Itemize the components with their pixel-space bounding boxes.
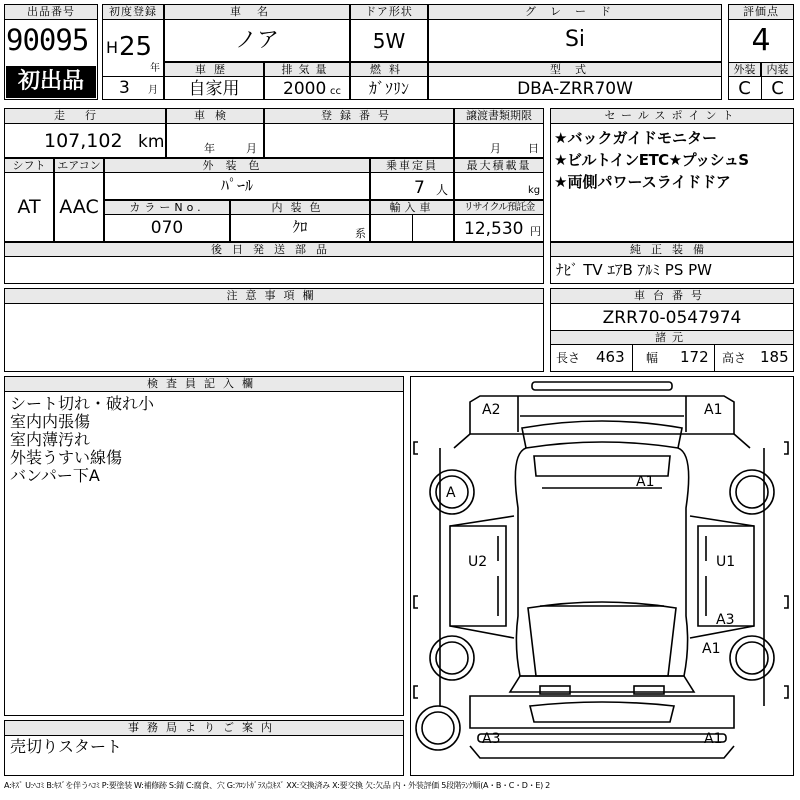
inspection-year-unit: 年 [204, 142, 215, 155]
damage-roof: A1 [636, 474, 655, 490]
first-reg-month: 3 [119, 78, 130, 98]
int-color-unit: 系 [355, 227, 366, 240]
first-reg-era: H [106, 38, 119, 57]
recycle: 12,530 [464, 219, 524, 239]
chassis-label: 車台番号 [550, 288, 794, 304]
score: 4 [751, 23, 771, 58]
door-label: ドア形状 [350, 4, 428, 20]
recycle-label: リサイクル預託金 [454, 200, 544, 215]
damage-right-front-fender: A1 [702, 641, 721, 657]
fuel: ｶﾞｿﾘﾝ [368, 79, 409, 98]
int-grade-label: 内装 [761, 62, 794, 77]
car-diagram [410, 376, 794, 776]
ext-color-label: 外装色 [104, 158, 370, 173]
ac-label: エアコン [54, 158, 104, 173]
import-label: 輸入車 [370, 200, 454, 215]
damage-rear-left: A2 [482, 402, 501, 418]
inspection-label: 車検 [166, 108, 264, 124]
ac: AAC [59, 196, 99, 218]
first-listing-badge: 初出品 [6, 66, 96, 98]
legend: A:ｷｽﾞ U:ﾍｺﾐ B:ｷｽﾞを伴うﾍｺﾐ P:要塗装 W:補修跡 S:錆 C:腐食、穴 G:ﾌﾛﾝﾄｶﾞﾗｽ点ｷｽﾞ XX:交換済み X:要交換 欠:欠品 内・外装評価 5段階ﾗﾝｸ順(A・B・C・D・E) 2 [4, 781, 550, 790]
car-name: ノア [234, 28, 279, 53]
office-label: 事務局よりご案内 [4, 720, 404, 736]
damage-rear-right: A1 [704, 402, 723, 418]
damage-left-side: U2 [468, 554, 488, 570]
ext-grade: C [738, 78, 751, 99]
fuel-label: 燃料 [350, 62, 428, 77]
equipment: ﾅﾋﾞ TV ｴｱB ｱﾙﾐ PS PW [556, 261, 712, 279]
model: DBA-ZRR70W [517, 79, 633, 99]
history-label: 車歴 [164, 62, 264, 77]
displacement-unit: cc [330, 86, 341, 97]
lot-number: 90095 [6, 23, 89, 57]
inspector-line-2: 室内内張傷 [10, 412, 91, 431]
first-reg-year: 25 [119, 32, 153, 62]
inspection-month-unit: 月 [246, 142, 257, 155]
inspector-line-4: 外装うすい線傷 [10, 448, 123, 467]
grade: Si [564, 27, 586, 52]
height: 185 [760, 348, 789, 366]
length-label: 長さ [556, 351, 581, 365]
inspector-line-5: バンパー下A [10, 466, 100, 485]
first-reg-year-unit: 年 [150, 63, 160, 74]
sales-point-3: ★両側パワースライドドア [554, 173, 731, 191]
car-name-label: 車名 [164, 4, 350, 20]
ext-grade-label: 外装 [728, 62, 761, 77]
later-parts-label: 後日発送部品 [4, 242, 544, 257]
office-text: 売切りスタート [10, 737, 123, 756]
load-label: 最大積載量 [454, 158, 544, 173]
mileage-unit: km [138, 132, 165, 152]
height-label: 高さ [722, 351, 747, 365]
history: 自家用 [188, 79, 240, 99]
shift-label: シフト [4, 158, 54, 173]
transfer-day-unit: 日 [528, 142, 539, 155]
damage-right-side: U1 [716, 554, 736, 570]
first-reg-month-unit: 月 [148, 85, 158, 96]
shift: AT [17, 196, 41, 218]
sales-point-1: ★バックガイドモニター [554, 129, 717, 147]
color-no-label: カラーNo. [104, 200, 230, 215]
score-label: 評価点 [728, 4, 794, 20]
displacement: 2000 [283, 79, 327, 99]
damage-left-wheel: A [446, 485, 456, 501]
ext-color: ﾊﾟｰﾙ [220, 176, 253, 195]
color-no: 070 [150, 218, 184, 238]
length: 463 [596, 348, 625, 366]
mileage-label: 走行 [4, 108, 166, 124]
inspector-line-3: 室内薄汚れ [10, 430, 91, 449]
load-unit: kg [528, 185, 541, 196]
width: 172 [680, 348, 709, 366]
door-type: 5W [372, 29, 406, 53]
capacity-unit: 人 [436, 183, 449, 197]
grade-label: グレード [428, 4, 722, 20]
equipment-label: 純正装備 [550, 242, 794, 257]
transfer-label: 譲渡書類期限 [454, 108, 544, 124]
inspector-label: 検査員記入欄 [4, 376, 404, 392]
int-color-label: 内装色 [230, 200, 370, 215]
width-label: 幅 [646, 351, 659, 365]
lot-number-label: 出品番号 [4, 4, 98, 20]
int-grade: C [771, 78, 784, 99]
recycle-unit: 円 [530, 225, 541, 238]
damage-right-front-door: A3 [716, 612, 735, 628]
int-color: ｸﾛ [292, 218, 308, 236]
damage-front-right: A1 [704, 731, 723, 747]
reg-no-label: 登録番号 [264, 108, 454, 124]
notes-label: 注意事項欄 [4, 288, 544, 304]
sales-points-label: セールスポイント [550, 108, 794, 124]
first-reg-label: 初度登録 [102, 4, 164, 20]
mileage: 107,102 [44, 130, 123, 152]
capacity-label: 乗車定員 [370, 158, 454, 173]
damage-front-left: A3 [482, 731, 501, 747]
displacement-label: 排気量 [264, 62, 350, 77]
dims-label: 諸元 [550, 330, 794, 345]
inspector-line-1: シート切れ・破れ小 [10, 394, 155, 413]
sales-point-2: ★ビルトインETC★プッシュS [554, 151, 749, 169]
chassis-number: ZRR70-0547974 [602, 308, 742, 328]
model-label: 型式 [428, 62, 722, 77]
capacity: 7 [414, 178, 425, 198]
transfer-month-unit: 月 [490, 142, 501, 155]
